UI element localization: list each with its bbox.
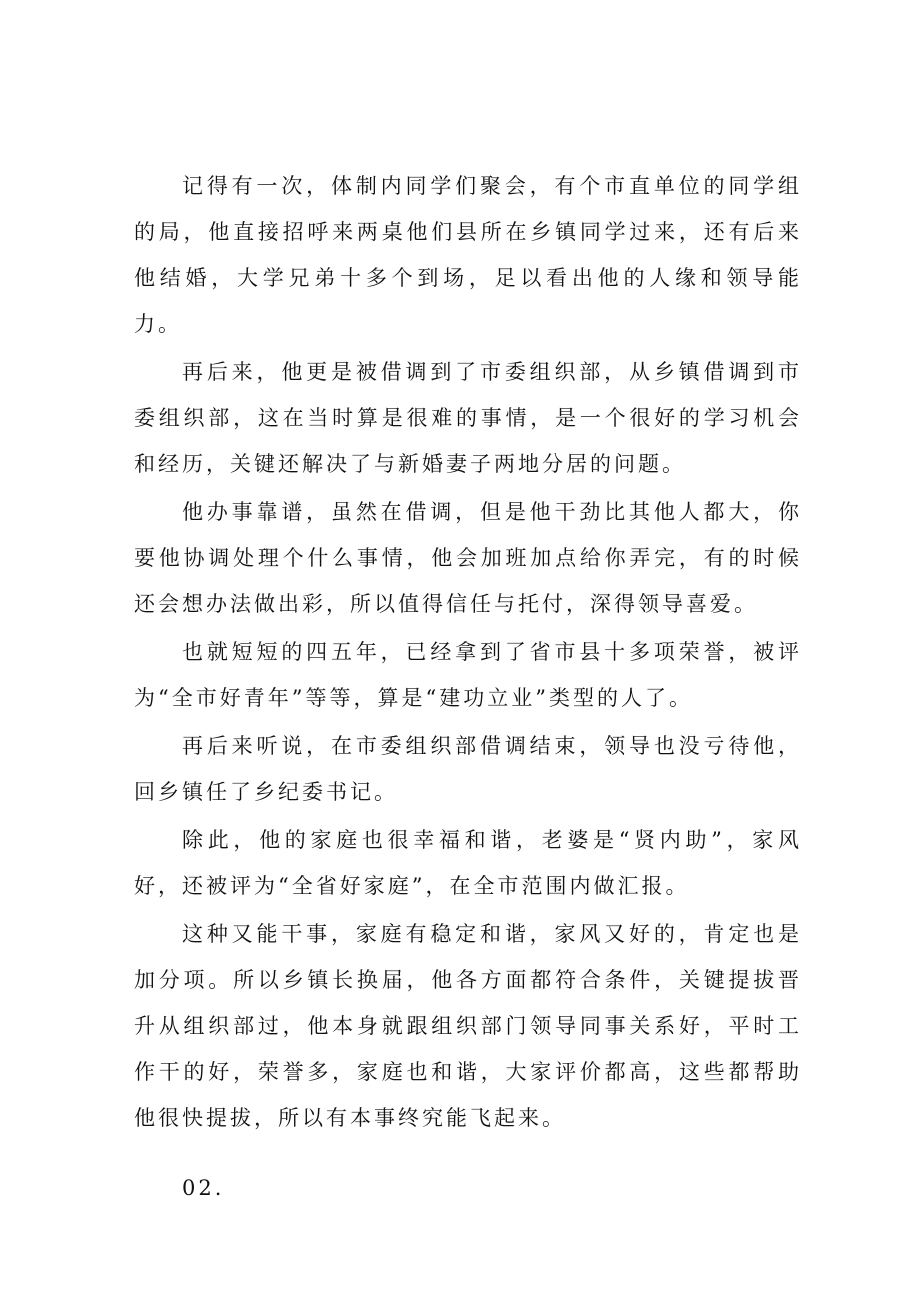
section-number: 02.	[182, 1176, 225, 1200]
paragraph-2: 再后来，他更是被借调到了市委组织部，从乡镇借调到市委组织部，这在当时算是很难的事情，是一个很好的学习机会和经历，关键还解决了与新婚妻子两地分居的问题。	[134, 360, 802, 476]
article-body	[134, 163, 802, 1211]
paragraph-6: 除此，他的家庭也很幸福和谐，老婆是“贤内助”，家风好，还被评为“全省好家庭”，在全市范围内做汇报。	[134, 828, 802, 898]
paragraph-1: 记得有一次，体制内同学们聚会，有个市直单位的同学组的局，他直接招呼来两桌他们县所在乡镇同学过来，还有后来他结婚，大学兄弟十多个到场，足以看出他的人缘和领导能力。	[134, 174, 802, 336]
paragraph-3: 他办事靠谱，虽然在借调，但是他干劲比其他人都大，你要他协调处理个什么事情，他会加班加点给你弄完，有的时候还会想办法做出彩，所以值得信任与托付，深得领导喜爱。	[134, 500, 802, 616]
paragraph-5: 再后来听说，在市委组织部借调结束，领导也没亏待他，回乡镇任了乡纪委书记。	[134, 734, 802, 804]
paragraph-7: 这种又能干事，家庭有稳定和谐，家风又好的，肯定也是加分项。所以乡镇长换届，他各方面都符合条件，关键提拔晋升从组织部过，他本身就跟组织部门领导同事关系好，平时工作干的好，荣誉多，家庭也和谐，大家评价都高，这些都帮助他很快提拔，所以有本事终究能飞起来。	[134, 922, 802, 1130]
paragraph-4: 也就短短的四五年，已经拿到了省市县十多项荣誉，被评为“全市好青年”等等，算是“建功立业”类型的人了。	[134, 640, 802, 710]
